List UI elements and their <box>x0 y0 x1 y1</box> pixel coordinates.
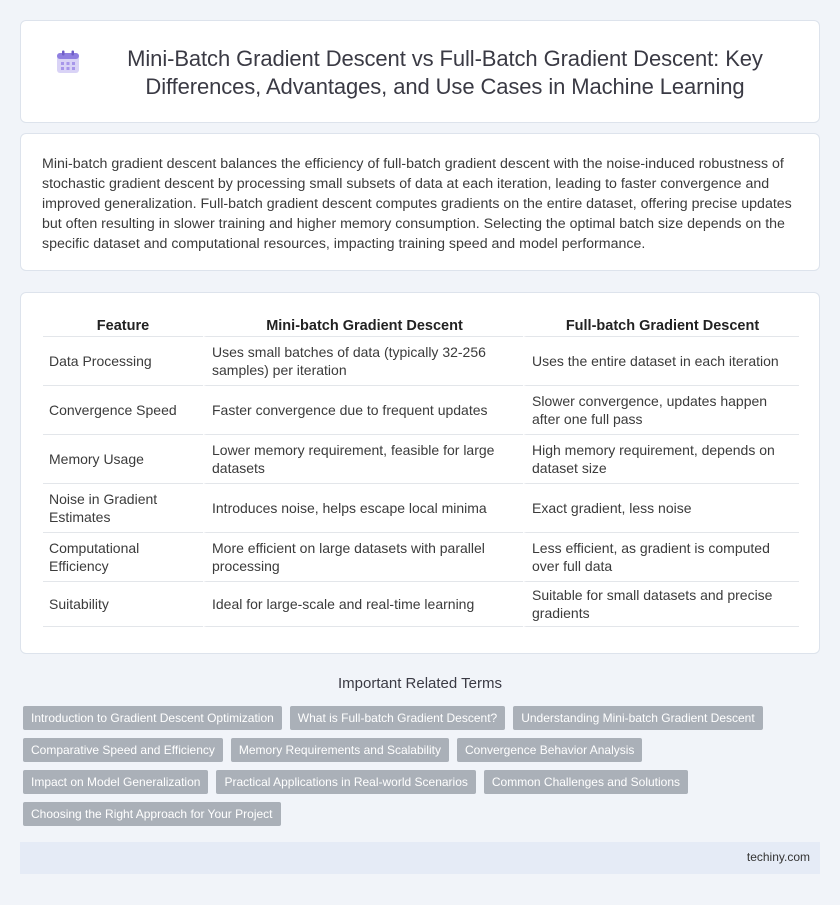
title-wrap <box>55 45 799 101</box>
mini-batch-cell: Faster convergence due to frequent updates <box>203 386 523 435</box>
table-row <box>43 435 799 484</box>
related-term-link[interactable]: Practical Applications in Real-world Scenarios <box>216 770 475 794</box>
calendar-icon <box>55 49 81 75</box>
full-batch-cell: Slower convergence, updates happen after one full pass <box>523 386 799 435</box>
full-batch-cell: Less efficient, as gradient is computed over full data <box>523 533 799 582</box>
feature-cell: Suitability <box>43 582 203 627</box>
related-terms-list <box>23 706 803 826</box>
feature-cell: Noise in Gradient Estimates <box>43 484 203 533</box>
header-card <box>20 20 820 123</box>
intro-paragraph: Mini-batch gradient descent balances the efficiency of full-batch gradient descent with the noise-induced robustness of stochastic gradient descent by processing small subsets of data at each iteration, leading to faster convergence and improved generalization. Full-batch gradient descent computes gradients on the entire dataset, offering precise updates but often resulting in slower training and higher memory consumption. Selecting the optimal batch size depends on the specific dataset and computational resources, impacting training speed and model performance. <box>42 156 792 252</box>
related-term-link[interactable]: Impact on Model Generalization <box>23 770 208 794</box>
table-row <box>43 386 799 435</box>
page-title: Mini-Batch Gradient Descent vs Full-Batch Gradient Descent: Key Differences, Advantages, and Use Cases in Machine Learning <box>127 46 763 99</box>
table-row <box>43 484 799 533</box>
feature-cell: Convergence Speed <box>43 386 203 435</box>
mini-batch-cell: More efficient on large datasets with parallel processing <box>203 533 523 582</box>
feature-cell: Memory Usage <box>43 435 203 484</box>
table-row <box>43 533 799 582</box>
related-term-link[interactable]: Choosing the Right Approach for Your Project <box>23 802 281 826</box>
mini-batch-cell: Lower memory requirement, feasible for large datasets <box>203 435 523 484</box>
comparison-card <box>20 292 820 654</box>
table-header-row <box>43 316 799 337</box>
related-term-link[interactable]: Common Challenges and Solutions <box>484 770 688 794</box>
related-term-link[interactable]: Convergence Behavior Analysis <box>457 738 642 762</box>
full-batch-cell: Uses the entire dataset in each iteration <box>523 337 799 386</box>
table-row <box>43 582 799 627</box>
comparison-table <box>43 316 799 627</box>
related-term-link[interactable]: Understanding Mini-batch Gradient Descent <box>513 706 762 730</box>
feature-cell: Computational Efficiency <box>43 533 203 582</box>
feature-cell: Data Processing <box>43 337 203 386</box>
full-batch-cell: Suitable for small datasets and precise gradients <box>523 582 799 627</box>
full-batch-cell: High memory requirement, depends on dataset size <box>523 435 799 484</box>
table-row <box>43 337 799 386</box>
footer <box>20 842 820 874</box>
footer-site-link[interactable]: techiny.com <box>746 850 810 864</box>
related-terms-heading: Important Related Terms <box>338 675 502 692</box>
related-term-link[interactable]: Memory Requirements and Scalability <box>231 738 449 762</box>
intro-card <box>20 133 820 271</box>
column-header-feature: Feature <box>43 316 203 337</box>
related-term-link[interactable]: Introduction to Gradient Descent Optimization <box>23 706 282 730</box>
mini-batch-cell: Introduces noise, helps escape local minima <box>203 484 523 533</box>
column-header-full-batch: Full-batch Gradient Descent <box>523 316 799 337</box>
related-term-link[interactable]: What is Full-batch Gradient Descent? <box>290 706 505 730</box>
mini-batch-cell: Uses small batches of data (typically 32-256 samples) per iteration <box>203 337 523 386</box>
full-batch-cell: Exact gradient, less noise <box>523 484 799 533</box>
mini-batch-cell: Ideal for large-scale and real-time learning <box>203 582 523 627</box>
column-header-mini-batch: Mini-batch Gradient Descent <box>203 316 523 337</box>
related-term-link[interactable]: Comparative Speed and Efficiency <box>23 738 223 762</box>
